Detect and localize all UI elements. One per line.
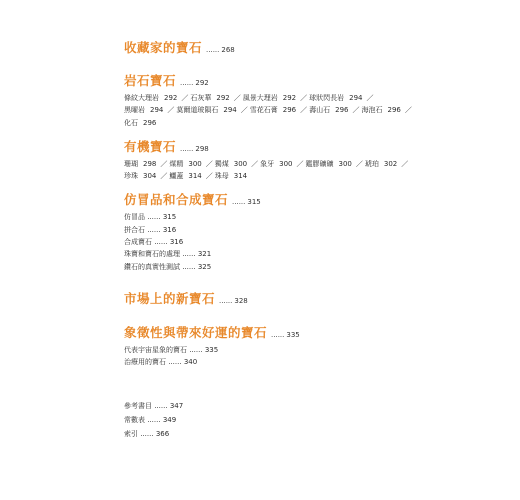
section-title: 象徵性與帶來好運的寶石 (124, 324, 268, 340)
entry-title: 鑽石的真實性測試 (124, 262, 180, 271)
entry-page-number: 340 (183, 358, 198, 367)
entry-title: 雪花石膏 (249, 106, 278, 115)
leader-dots: ...... (147, 213, 161, 222)
entry-title: 風景大理岩 (242, 94, 278, 102)
entry-separator: ／ (355, 159, 363, 168)
toc-entry[interactable] (215, 160, 249, 168)
entry-title: 壽山石 (309, 106, 331, 115)
entry-page-number: 296 (143, 118, 157, 127)
toc-entry[interactable] (362, 106, 403, 114)
entry-title: 鱷蓋 (169, 172, 184, 181)
entry-separator: ／ (160, 172, 168, 181)
section-heading[interactable] (124, 38, 504, 56)
entry-title: 治療用的寶石 (124, 358, 166, 367)
toc-entry[interactable] (124, 261, 504, 273)
leader-dots: ...... (182, 262, 196, 271)
leader-dots: ...... (154, 401, 168, 410)
leader-dots: ...... (180, 144, 194, 153)
toc-entry[interactable] (306, 160, 354, 168)
toc-section (124, 38, 504, 56)
entry-page-number: 294 (223, 106, 237, 115)
toc-entry[interactable] (124, 119, 158, 127)
entry-title: 化石 (124, 118, 138, 127)
toc-section (124, 323, 504, 369)
section-heading[interactable] (124, 323, 504, 341)
entry-page-number: 366 (155, 429, 170, 438)
toc-entry[interactable] (176, 106, 238, 114)
entry-separator: ／ (160, 159, 168, 168)
entry-title: 黑曜岩 (124, 106, 145, 115)
leader-dots: ...... (147, 415, 161, 424)
entry-page-number: 296 (387, 106, 401, 115)
entry-page-number: 315 (162, 213, 177, 222)
entry-title: 仿冒品 (124, 213, 145, 222)
entry-separator: ／ (300, 94, 308, 102)
section-title: 市場上的新寶石 (124, 290, 216, 306)
toc-entry[interactable] (243, 94, 298, 102)
entry-title: 拼合石 (124, 225, 145, 234)
section-heading[interactable] (124, 71, 504, 89)
section-title: 有機寶石 (124, 138, 177, 154)
entry-separator: ／ (366, 94, 374, 102)
toc-entry[interactable] (124, 399, 504, 413)
entry-title: 條紋大理岩 (124, 94, 159, 102)
entry-separator: ／ (167, 106, 175, 115)
entry-title: 莫爾道玻隕石 (176, 106, 219, 115)
entry-list (124, 344, 504, 369)
leader-dots: ...... (271, 330, 285, 339)
toc-entry[interactable] (124, 236, 504, 248)
entry-page-number: 335 (204, 345, 219, 354)
entry-separator: ／ (181, 94, 189, 102)
section-page-number: 292 (195, 79, 209, 87)
entry-separator: ／ (300, 106, 308, 115)
entry-separator: ／ (296, 159, 304, 168)
leader-dots: ...... (206, 46, 220, 54)
toc-entry[interactable] (169, 160, 203, 168)
toc-entry[interactable] (260, 160, 294, 168)
leader-dots: ...... (232, 198, 246, 207)
section-title: 岩石寶石 (124, 73, 177, 88)
entry-flow-list (124, 92, 414, 129)
entry-page-number: 292 (282, 94, 297, 102)
leader-dots: ...... (180, 79, 194, 87)
toc-entry[interactable] (124, 344, 504, 356)
entry-title: 珊瑚 (124, 159, 138, 168)
leader-dots: ...... (219, 296, 233, 305)
entry-title: 代表宇宙星象的寶石 (124, 345, 187, 354)
entry-title: 合成寶石 (124, 238, 152, 247)
toc-section (124, 289, 504, 307)
toc-entry[interactable] (124, 413, 504, 427)
entry-page-number: 321 (197, 250, 212, 259)
leader-dots: ...... (140, 429, 154, 438)
entry-title: 石灰華 (190, 94, 212, 102)
entry-separator: ／ (404, 106, 412, 115)
entry-title: 獨煤 (214, 159, 229, 168)
leader-dots: ...... (182, 250, 196, 259)
entry-title: 象牙 (260, 159, 275, 168)
section-page-number: 298 (195, 144, 209, 153)
entry-separator: ／ (251, 159, 259, 168)
toc-entry[interactable] (190, 94, 231, 102)
section-title: 收藏家的寶石 (124, 40, 203, 55)
toc-entry[interactable] (124, 224, 504, 236)
entry-title: 球狀閃長岩 (309, 94, 345, 102)
entry-page-number: 302 (383, 159, 398, 168)
leader-dots: ...... (147, 225, 161, 234)
entry-page-number: 325 (197, 262, 212, 271)
leader-dots: ...... (154, 238, 168, 247)
entry-separator: ／ (233, 94, 241, 102)
toc-entry[interactable] (215, 172, 249, 180)
toc-entry[interactable] (124, 427, 504, 441)
entry-page-number: 304 (143, 172, 157, 181)
entry-flow-list (124, 158, 414, 183)
entry-page-number: 292 (216, 94, 230, 102)
entry-page-number: 296 (282, 106, 297, 115)
back-matter-list (124, 399, 504, 441)
entry-title: 琥珀 (364, 159, 379, 168)
leader-dots: ...... (168, 358, 182, 367)
leader-dots: ...... (189, 345, 203, 354)
section-page-number: 268 (221, 46, 235, 54)
toc-entry[interactable] (124, 172, 158, 180)
section-page-number: 335 (286, 330, 300, 339)
entry-page-number: 314 (233, 172, 248, 181)
entry-page-number: 314 (188, 172, 202, 181)
toc-entry[interactable] (309, 106, 350, 114)
entry-page-number: 294 (349, 94, 363, 102)
toc-entry[interactable] (250, 106, 298, 114)
section-heading[interactable] (124, 190, 504, 208)
toc-entry[interactable] (124, 356, 504, 368)
entry-page-number: 316 (162, 225, 177, 234)
toc-entry[interactable] (169, 172, 203, 180)
toc-section (124, 190, 504, 272)
entry-page-number: 300 (233, 159, 248, 168)
entry-separator: ／ (352, 106, 360, 115)
entry-title: 珠母 (214, 172, 229, 181)
entry-separator: ／ (401, 159, 409, 168)
entry-page-number: 347 (169, 401, 184, 410)
toc-entry[interactable] (124, 211, 504, 223)
entry-title: 索引 (124, 429, 138, 438)
entry-title: 常數表 (124, 415, 145, 424)
entry-page-number: 349 (162, 415, 177, 424)
entry-page-number: 300 (279, 159, 293, 168)
entry-page-number: 316 (169, 238, 184, 247)
toc-entry[interactable] (309, 94, 364, 102)
entry-title: 鑑膠礦礦 (305, 159, 334, 168)
toc-entry[interactable] (124, 248, 504, 260)
section-title: 仿冒品和合成寶石 (124, 192, 229, 208)
entry-page-number: 300 (188, 159, 202, 168)
entry-title: 珍珠 (124, 172, 138, 181)
toc-section (124, 137, 504, 183)
entry-page-number: 294 (150, 106, 164, 115)
section-heading[interactable] (124, 137, 504, 155)
entry-page-number: 298 (143, 159, 157, 168)
table-of-contents (124, 38, 504, 441)
entry-title: 海泡石 (361, 106, 383, 115)
toc-entry[interactable] (124, 94, 179, 102)
entry-separator: ／ (240, 106, 248, 115)
entry-page-number: 296 (335, 106, 349, 115)
toc-section (124, 71, 504, 129)
section-page-number: 315 (247, 198, 261, 207)
entry-page-number: 300 (338, 159, 352, 168)
toc-entry[interactable] (124, 106, 165, 114)
section-heading[interactable] (124, 289, 504, 307)
toc-entry[interactable] (365, 160, 399, 168)
toc-entry[interactable] (124, 160, 158, 168)
entry-separator: ／ (205, 159, 213, 168)
entry-page-number: 292 (164, 94, 178, 102)
entry-title: 煤精 (169, 159, 184, 168)
entry-separator: ／ (205, 172, 213, 181)
section-page-number: 328 (234, 296, 248, 305)
entry-list (124, 211, 504, 272)
entry-title: 參考書目 (124, 401, 152, 410)
entry-title: 珠寶和寶石的處理 (124, 250, 180, 259)
